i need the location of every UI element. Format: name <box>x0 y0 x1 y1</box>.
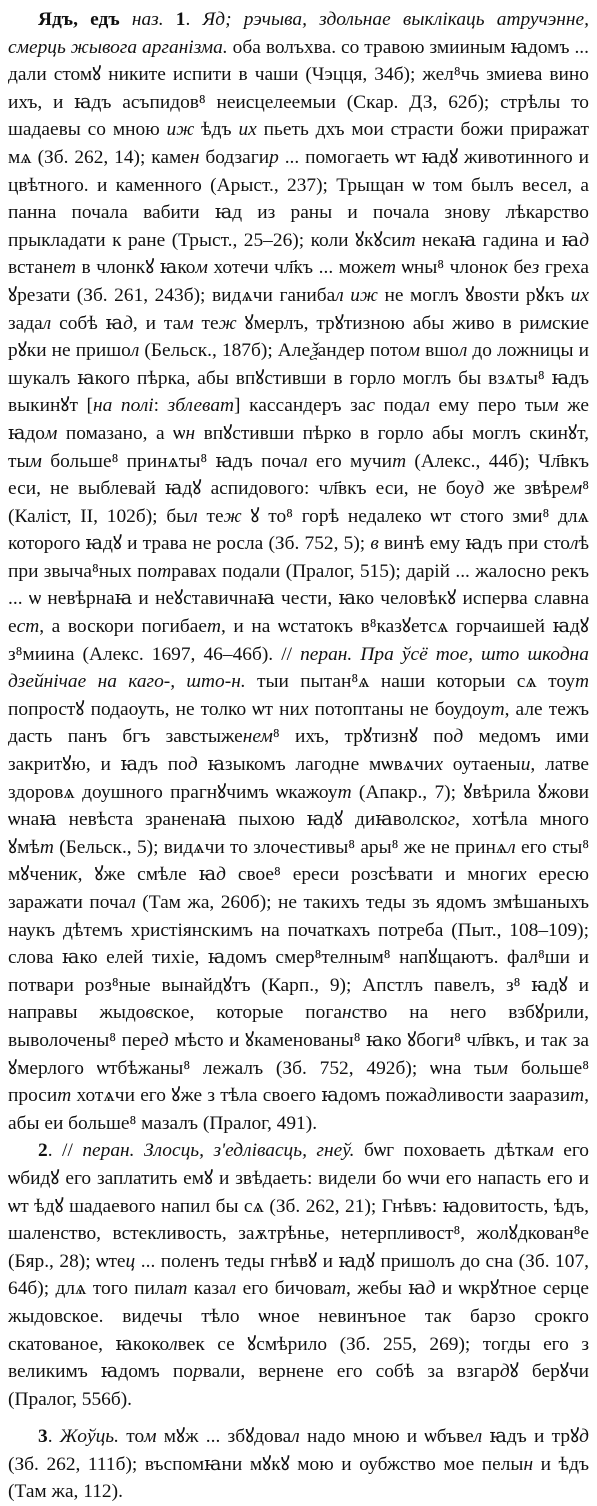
text-run: н <box>189 146 200 168</box>
text-run: на полі <box>93 395 154 417</box>
text-run: хотѧчи его ꙋже з тѣла своего ꙗдомъ пожа <box>71 1085 428 1107</box>
text-run: т <box>575 671 590 693</box>
text-run: ство на него взбꙋрили, выволочены⁸ пере <box>8 1002 589 1051</box>
text-run: н <box>341 1002 352 1024</box>
text-run: , жебы ꙗ <box>345 1278 426 1300</box>
text-run: их <box>238 119 257 141</box>
text-run: ꙋмерлъ, трꙋтизною абы живо в ри <box>236 312 540 334</box>
text-run: л <box>169 1333 178 1355</box>
text-run: т <box>490 698 505 720</box>
text-run: х <box>517 864 527 886</box>
text-run: , але тежъ дасть панъ бгъ завстыже <box>8 698 589 748</box>
text-run: ... помогаеть ѡт ꙗдꙋ животинного и цвѣтного. и каменного (Арыст., 237); Трыщан ѡ том былъ весел, а панна почала вабити ꙗд из раны и почала знову лѣкарство прыкладати к ране (Трыст., 25–26); коли ꙋкꙋси <box>8 146 589 251</box>
text-run: т <box>392 450 407 472</box>
text-run: ст <box>16 616 40 638</box>
text-run: нем <box>242 726 273 748</box>
text-run: ⁸ ихъ, трꙋтизнꙋ по <box>272 726 454 748</box>
text-run: ересю заражати поча <box>8 864 589 913</box>
text-run: пода <box>374 395 422 417</box>
text-run: некаꙗ гадина и ꙗ <box>415 229 580 251</box>
text-run: : <box>153 395 168 417</box>
text-run: ѕ <box>492 284 501 306</box>
text-run: ти рꙋкъ <box>500 284 571 306</box>
text-run: к <box>558 1029 568 1051</box>
text-run: з <box>531 257 540 279</box>
text-run: т <box>401 229 416 251</box>
text-run: , и на ѡстатокъ в⁸казꙋетсѧ горчаишей ꙗдꙋ з⁸миина (Алекс. 1697, 46–46б). // <box>8 616 589 665</box>
text-run: 1 <box>175 9 186 30</box>
text-run: ское, которые пога <box>153 1002 342 1024</box>
text-run: ꙋ то⁸ горѣ недалеко ѡт стого зми⁸ длѧ которого ꙗдꙋ и трава не росла (Зб. 752, 5); <box>8 505 589 555</box>
text-run: р <box>269 146 279 168</box>
text-run: ливости заарази <box>436 1085 571 1107</box>
text-run: т <box>173 1278 188 1300</box>
text-run: бе <box>507 257 532 279</box>
text-run: м <box>541 1140 554 1162</box>
text-run: л <box>473 1426 483 1448</box>
text-run: ц <box>125 1250 136 1272</box>
text-run: х <box>299 698 309 720</box>
text-run: д <box>499 1361 510 1383</box>
text-run: ские рꙋки не пришо <box>8 312 589 362</box>
text-run: в <box>145 1002 154 1024</box>
text-run: д <box>123 312 133 334</box>
text-run: наз. <box>119 9 176 30</box>
text-run: д <box>474 478 485 500</box>
text-run: оба волъхва. со травою змииным ꙗдомъ ... дали стомꙋ никите испити в чаши (Чэцця, 34б); жел⁸чь змиева вино ихъ, и ꙗдъ асъпидов⁸ неисцелеемыи (Скар. ДЗ, 62б); стрѣлы то шадаевы со мною <box>8 36 589 141</box>
text-run: век се ꙋсмѣрило (Зб. 255, 269); тогды его з великимъ ꙗдомъ по <box>8 1333 589 1383</box>
text-run: т <box>39 836 54 858</box>
text-run: м <box>29 450 42 472</box>
text-run: ] кассандеръ за <box>234 395 367 417</box>
text-run: Ядъ, едъ <box>38 9 120 30</box>
text-run: винѣ ему ꙗдъ при сто <box>378 533 570 555</box>
text-run: за ꙋмерлого ѡтбѣжаны⁸ лежалъ (Зб. 752, 492б); ѡна ты <box>8 1029 589 1079</box>
text-run: надо мною и ѡбъве <box>299 1426 474 1448</box>
text-run: л <box>227 1278 237 1300</box>
text-run: барзо срокго скатованое, ꙗкоко <box>8 1305 589 1355</box>
text-run: к <box>442 1305 452 1327</box>
text-run: м <box>546 395 559 417</box>
text-run: т <box>382 257 397 279</box>
text-run: встане <box>8 257 62 279</box>
entry-paragraph-2 <box>8 1137 589 1413</box>
text-run: то <box>118 1426 145 1448</box>
text-run: т <box>337 781 352 803</box>
text-run: Жоўць. <box>59 1426 119 1448</box>
text-run: мꙋж ... збꙋдова <box>156 1426 292 1448</box>
text-run: (Алекс., 44б); Чл҃вкъ еси, не выблевай ꙗдꙋ аспидового: чл҃вкъ еси, не боу <box>8 450 590 500</box>
text-run: Яд; рэчыва, здольнае выклікаць атручэнне, смерць жывога арганізма. <box>8 9 589 58</box>
text-run: равах подали (Пралог, 515); дарій ... жалосно рекъ ... ѡ невѣрнаꙗ и неꙋставичнаꙗ чести, ꙗко человѣкꙋ исперва славна е <box>8 560 589 638</box>
text-run: (Бельск., 187б); Але <box>139 340 311 362</box>
text-run: и ѣдъ (Там жа, 112). <box>8 1453 589 1503</box>
text-run: м <box>495 1057 509 1079</box>
text-run: зада <box>8 312 43 334</box>
text-run: м <box>195 257 208 279</box>
text-run: (Там жа, 260б); не такихъ теды зъ ядомъ змѣшаныхъ наукъ дѣтемъ христіянскимъ на початкахъ потреба (Пыт., 108–109); слова ꙗко елей тихіе, ꙗдомъ смер⁸телным⁸ напꙋщаютъ. фал⁸ши и потвари роз⁸ные вынайдꙋтъ (Карп., 9); Апстлъ павелъ, з⁸ ꙗдꙋ и направы жыдо <box>8 892 589 1024</box>
text-run: бодзаги <box>199 146 270 168</box>
text-run: бѡг поховаеть дѣтка <box>354 1140 542 1162</box>
text-run: же звѣре <box>484 478 570 500</box>
text-run: попростꙋ подаоуть, не толко ѡт ни <box>8 698 300 720</box>
text-run: д <box>187 754 198 776</box>
text-run: л <box>291 1426 300 1448</box>
text-run: . <box>47 1426 60 1448</box>
text-run: оутаены <box>442 754 521 776</box>
text-run: д <box>158 1029 169 1051</box>
text-run: перан. Пра ўсё тое, што шкодна дзейнічае на каго-, што-н. <box>8 643 589 693</box>
text-run: м <box>539 312 552 334</box>
text-run: в <box>370 533 379 555</box>
text-run: хотечи чл҃къ ... може <box>207 257 383 279</box>
text-run: те <box>197 505 224 527</box>
text-run: т <box>157 560 172 582</box>
text-run: больше⁸ проси <box>8 1057 589 1107</box>
text-run: с <box>366 395 375 417</box>
text-run: мѣсто и ꙋкаменованы⁸ ꙗко ꙋбоги⁸ чл҃вкъ, и та <box>168 1029 559 1051</box>
text-run: ꙋ берꙋчи (Пралог, 556б). <box>8 1361 589 1410</box>
text-run: каза <box>187 1278 228 1300</box>
text-run: л <box>42 312 52 334</box>
text-run: андер пото <box>317 340 408 362</box>
text-run: (Бельск., 5); видѧчи то злочестивы⁸ ары⁸ же не принѧ <box>53 836 508 858</box>
text-run: до ложницы и шукалъ ꙗкого пѣрка, абы впꙋстивши в горло моглъ бы взѧты⁸ ꙗдъ выкинꙋт [ <box>8 340 589 417</box>
text-run: м <box>144 1426 157 1448</box>
text-run: (Апакр., 7); ꙋвѣрила ꙋжови ѡнаꙗ невѣста зраненаꙗ пыхою ꙗдꙋ диꙗволско <box>8 781 589 831</box>
text-run: его бичова <box>236 1278 332 1300</box>
text-run: л <box>130 340 140 362</box>
text-run: л <box>570 533 579 555</box>
text-run: л <box>299 450 308 472</box>
text-run: ж <box>223 505 242 527</box>
text-run: л <box>507 836 516 858</box>
text-run: д <box>216 864 226 886</box>
text-run: ... поленъ теды гнѣвꙋ и ꙗдꙋ пришолъ до сна (Зб. 107, 64б); длѧ того пила <box>8 1250 589 1300</box>
text-run: м <box>181 312 194 334</box>
text-run: пьеть дхъ мои страсти божи приражат мѧ (Зб. 262, 14); каме <box>8 119 589 168</box>
text-run: ж <box>218 312 237 334</box>
text-run: греха ꙋрезати (Зб. 261, 243б); видѧчи ганиба <box>8 257 589 306</box>
text-run: в члонкꙋ ꙗко <box>75 257 196 279</box>
text-run: медомъ ими закритꙋю, и ꙗдъ по <box>8 726 589 776</box>
text-run: ꙗзыкомъ лагодне мѡвѧчи <box>197 754 435 776</box>
text-run: л <box>421 395 431 417</box>
text-run: его сты⁸ мꙋчени <box>8 836 589 886</box>
text-run: т <box>206 616 221 638</box>
text-run: больше⁸ принѧты⁸ ꙗдъ поча <box>41 450 300 472</box>
text-run: его мучи <box>307 450 393 472</box>
text-run: д <box>579 1426 589 1448</box>
text-run: 3 <box>38 1426 48 1448</box>
text-run: т <box>61 257 76 279</box>
text-run: м <box>45 422 58 444</box>
text-run: д <box>579 229 589 251</box>
text-run: м <box>569 478 583 500</box>
text-run: ⁸ (Каліст, II, 102б); бы <box>8 478 589 527</box>
text-run: ѡны⁸ члоно <box>396 257 499 279</box>
entry-paragraph-1 <box>8 6 589 1137</box>
text-run: тыи пытан⁸ѧ наши которыи сѧ тоу <box>245 671 575 693</box>
text-run: иж <box>166 119 195 141</box>
text-run: н <box>185 422 196 444</box>
text-run: д <box>427 1085 437 1107</box>
text-run: зблеват <box>167 395 235 417</box>
text-run: н <box>523 1453 534 1475</box>
text-run: свое⁸ ереси розсѣвати и многи <box>225 864 518 886</box>
text-run: , хотѣла много ꙋмѣ <box>8 809 589 858</box>
text-run: не моглъ ꙋво <box>377 284 493 306</box>
text-run: 2 <box>38 1140 48 1162</box>
text-run: х <box>434 754 443 776</box>
text-run: и <box>520 754 531 776</box>
entry-paragraph-3 <box>8 1423 589 1506</box>
text-run: л <box>189 505 198 527</box>
text-run: ѯ <box>310 340 318 362</box>
text-run: г <box>447 809 456 831</box>
text-run: . // <box>47 1140 83 1162</box>
text-run: к <box>68 864 78 886</box>
text-run: ѣ при звыча⁸ных по <box>8 533 589 582</box>
text-run: их <box>570 284 589 306</box>
text-run: собѣ ꙗ <box>51 312 124 334</box>
text-run: те <box>193 312 219 334</box>
text-run: д <box>425 1278 436 1300</box>
text-run: потоптаны не боудоу <box>308 698 491 720</box>
text-run: же ꙗдо <box>8 395 590 444</box>
text-run: его ѡбидꙋ его заплатить емꙋ и звѣдаеть: видели бо ѡчи его напасть его и ѡт ѣдꙋ шадаевого напил бы сѧ (Зб. 262, 21); Гнѣвъ: ꙗдовитость, ѣдъ, шаленство, встекливость, заѫтрѣнье, нетерпливост⁸, жолꙋдкован⁸е (Бяр., 28); ѡте <box>8 1140 589 1272</box>
text-run: м <box>407 340 420 362</box>
text-run: р <box>192 1361 203 1383</box>
text-run: т <box>57 1085 72 1107</box>
text-run: ѣдъ <box>194 119 239 141</box>
text-run: , латве здоровѧ доушного прагнꙋчимъ ѡкажоу <box>8 754 589 803</box>
text-run: л <box>458 340 468 362</box>
text-run: ему перо ты <box>430 395 547 417</box>
text-run: л иж <box>335 284 378 306</box>
text-run: . <box>185 9 203 30</box>
text-run: т <box>331 1278 346 1300</box>
text-run: впꙋстивши пѣрко в горло абы моглъ скинꙋт, ты <box>8 422 589 472</box>
text-run: ꙗдъ и трꙋ <box>482 1426 580 1448</box>
text-run: , ꙋже смѣле ꙗ <box>77 864 217 886</box>
text-run: (Зб. 262, 111б); въспомꙗни мꙋкꙋ мою и оубжство мое пелы <box>8 1453 524 1475</box>
text-run: д <box>453 726 464 748</box>
text-run: , абы еи больше⁸ мазалъ (Пралог, 491). <box>8 1085 589 1134</box>
text-run: , а воскори погибае <box>39 616 207 638</box>
text-run: перан. Злосць, з'едлівасць, гнеў. <box>82 1140 355 1162</box>
text-run: вшо <box>420 340 459 362</box>
text-run: и ѡкрꙋтное серце жыдовское. видечы тѣло ѡное невинъное та <box>8 1278 589 1327</box>
text-run: л <box>127 892 136 913</box>
text-run: помазано, а ѡ <box>57 422 186 444</box>
text-run: вали, вернене его собѣ за взгар <box>202 1361 500 1383</box>
text-run: т <box>570 1085 585 1107</box>
text-run: к <box>498 257 508 279</box>
text-run: , и та <box>132 312 182 334</box>
